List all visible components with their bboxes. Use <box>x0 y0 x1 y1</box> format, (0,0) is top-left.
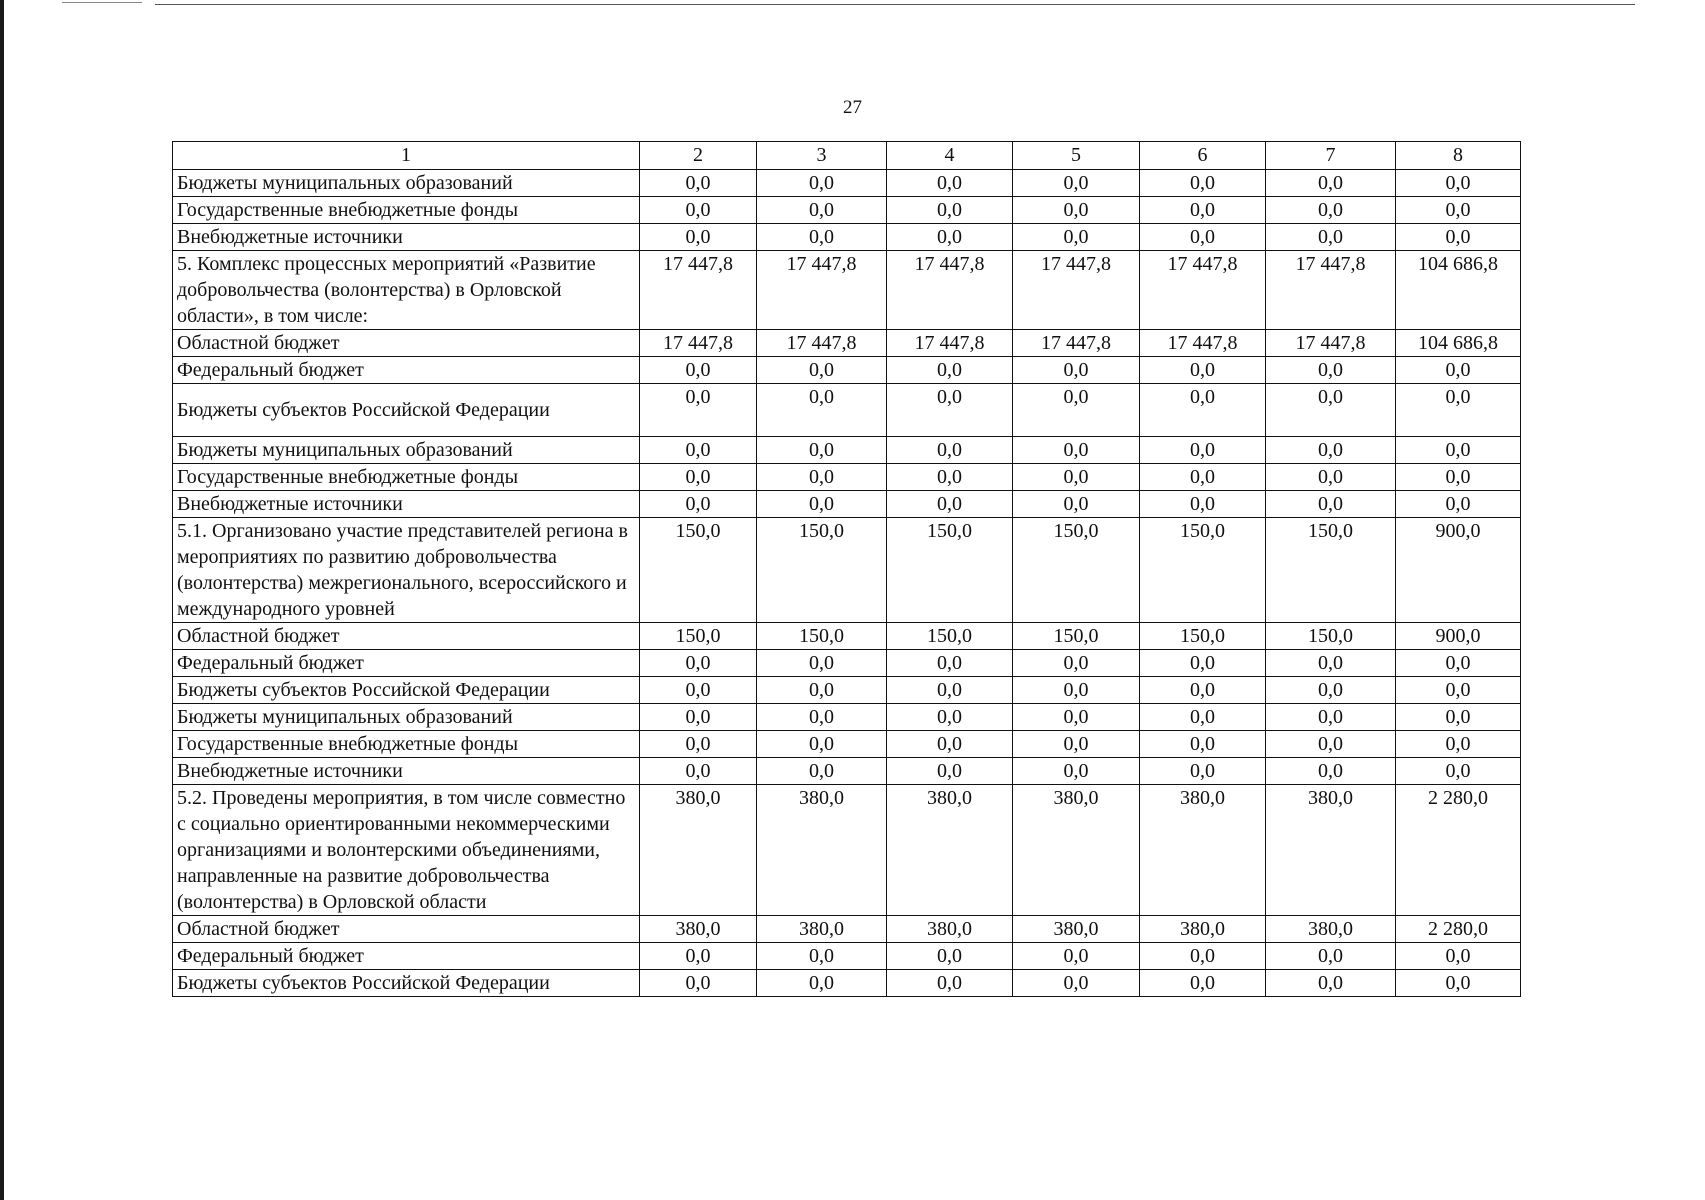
table-row <box>173 704 1521 731</box>
row-value-col-5: 0,0 <box>1013 943 1140 970</box>
table-row <box>173 970 1521 997</box>
row-value-col-2: 150,0 <box>640 518 757 623</box>
row-value-col-8: 0,0 <box>1396 677 1521 704</box>
row-value-col-7: 0,0 <box>1266 491 1396 518</box>
row-value-col-2: 0,0 <box>640 464 757 491</box>
row-label: Федеральный бюджет <box>173 650 640 677</box>
row-value-col-3: 0,0 <box>757 943 887 970</box>
row-value-col-4: 150,0 <box>887 518 1013 623</box>
table-row <box>173 251 1521 330</box>
row-value-col-8: 0,0 <box>1396 491 1521 518</box>
row-value-col-6: 380,0 <box>1140 916 1266 943</box>
row-value-col-6: 0,0 <box>1140 197 1266 224</box>
row-value-col-2: 0,0 <box>640 437 757 464</box>
scan-edge-bar <box>0 0 4 1200</box>
row-value-col-2: 0,0 <box>640 491 757 518</box>
row-value-col-3: 0,0 <box>757 731 887 758</box>
row-label: Государственные внебюджетные фонды <box>173 731 640 758</box>
table-row <box>173 623 1521 650</box>
row-value-col-5: 0,0 <box>1013 731 1140 758</box>
table-row <box>173 384 1521 437</box>
row-value-col-5: 0,0 <box>1013 464 1140 491</box>
row-value-col-6: 17 447,8 <box>1140 330 1266 357</box>
row-label: Областной бюджет <box>173 623 640 650</box>
row-value-col-6: 0,0 <box>1140 704 1266 731</box>
row-value-col-2: 380,0 <box>640 785 757 916</box>
row-value-col-2: 0,0 <box>640 170 757 197</box>
table-row <box>173 943 1521 970</box>
row-value-col-4: 0,0 <box>887 650 1013 677</box>
table-row <box>173 758 1521 785</box>
row-value-col-5: 380,0 <box>1013 916 1140 943</box>
row-value-col-3: 0,0 <box>757 704 887 731</box>
row-value-col-5: 0,0 <box>1013 357 1140 384</box>
row-value-col-3: 17 447,8 <box>757 330 887 357</box>
row-value-col-7: 0,0 <box>1266 224 1396 251</box>
row-value-col-2: 0,0 <box>640 357 757 384</box>
row-value-col-8: 0,0 <box>1396 758 1521 785</box>
row-value-col-7: 0,0 <box>1266 197 1396 224</box>
row-value-col-5: 17 447,8 <box>1013 251 1140 330</box>
table-row <box>173 650 1521 677</box>
row-value-col-5: 0,0 <box>1013 970 1140 997</box>
row-label: Бюджеты муниципальных образований <box>173 170 640 197</box>
row-value-col-7: 380,0 <box>1266 785 1396 916</box>
row-value-col-7: 380,0 <box>1266 916 1396 943</box>
page-number: 27 <box>843 97 862 118</box>
row-label: Внебюджетные источники <box>173 758 640 785</box>
row-value-col-4: 380,0 <box>887 785 1013 916</box>
row-value-col-4: 0,0 <box>887 464 1013 491</box>
row-label: Бюджеты субъектов Российской Федерации <box>173 384 640 437</box>
row-value-col-4: 17 447,8 <box>887 251 1013 330</box>
row-value-col-8: 900,0 <box>1396 623 1521 650</box>
row-value-col-5: 0,0 <box>1013 384 1140 437</box>
row-value-col-5: 0,0 <box>1013 197 1140 224</box>
row-value-col-4: 0,0 <box>887 731 1013 758</box>
row-label: Областной бюджет <box>173 916 640 943</box>
row-value-col-5: 0,0 <box>1013 758 1140 785</box>
row-value-col-7: 17 447,8 <box>1266 330 1396 357</box>
row-value-col-2: 0,0 <box>640 758 757 785</box>
row-label: Федеральный бюджет <box>173 943 640 970</box>
row-value-col-3: 0,0 <box>757 197 887 224</box>
row-value-col-4: 0,0 <box>887 704 1013 731</box>
row-value-col-8: 0,0 <box>1396 437 1521 464</box>
row-value-col-5: 150,0 <box>1013 623 1140 650</box>
row-value-col-4: 0,0 <box>887 224 1013 251</box>
budget-table <box>172 141 1521 997</box>
row-value-col-5: 0,0 <box>1013 437 1140 464</box>
row-value-col-6: 0,0 <box>1140 437 1266 464</box>
row-value-col-6: 150,0 <box>1140 518 1266 623</box>
row-label: Областной бюджет <box>173 330 640 357</box>
row-value-col-3: 0,0 <box>757 650 887 677</box>
row-value-col-6: 150,0 <box>1140 623 1266 650</box>
row-value-col-7: 0,0 <box>1266 758 1396 785</box>
row-value-col-4: 0,0 <box>887 197 1013 224</box>
row-value-col-7: 0,0 <box>1266 650 1396 677</box>
row-value-col-7: 17 447,8 <box>1266 251 1396 330</box>
row-value-col-7: 150,0 <box>1266 518 1396 623</box>
column-header: 3 <box>757 142 887 170</box>
column-header: 2 <box>640 142 757 170</box>
row-label: 5.2. Проведены мероприятия, в том числе совместно с социально ориентированными некоммерческими организациями и волонтерскими объединениями, направленные на развитие добровольчества (волонтерства) в Орловской области <box>173 785 640 916</box>
row-value-col-6: 0,0 <box>1140 170 1266 197</box>
row-value-col-2: 17 447,8 <box>640 330 757 357</box>
column-header: 1 <box>173 142 640 170</box>
row-value-col-3: 0,0 <box>757 224 887 251</box>
row-value-col-2: 0,0 <box>640 224 757 251</box>
row-value-col-4: 0,0 <box>887 437 1013 464</box>
row-value-col-4: 0,0 <box>887 758 1013 785</box>
table-row <box>173 677 1521 704</box>
row-value-col-8: 900,0 <box>1396 518 1521 623</box>
row-value-col-3: 0,0 <box>757 357 887 384</box>
row-value-col-7: 0,0 <box>1266 970 1396 997</box>
row-value-col-3: 150,0 <box>757 623 887 650</box>
scan-top-mark <box>62 2 142 3</box>
table-row <box>173 731 1521 758</box>
row-value-col-3: 380,0 <box>757 916 887 943</box>
table-row <box>173 357 1521 384</box>
row-value-col-7: 0,0 <box>1266 677 1396 704</box>
row-value-col-8: 0,0 <box>1396 357 1521 384</box>
row-value-col-3: 0,0 <box>757 758 887 785</box>
row-value-col-7: 0,0 <box>1266 384 1396 437</box>
row-value-col-6: 380,0 <box>1140 785 1266 916</box>
row-value-col-4: 0,0 <box>887 943 1013 970</box>
row-value-col-5: 380,0 <box>1013 785 1140 916</box>
row-value-col-8: 0,0 <box>1396 943 1521 970</box>
row-value-col-8: 2 280,0 <box>1396 785 1521 916</box>
row-label: Государственные внебюджетные фонды <box>173 464 640 491</box>
row-value-col-4: 0,0 <box>887 491 1013 518</box>
row-value-col-3: 380,0 <box>757 785 887 916</box>
row-value-col-6: 0,0 <box>1140 731 1266 758</box>
table-header-row <box>173 142 1521 170</box>
row-label: 5.1. Организовано участие представителей региона в мероприятиях по развитию добровольчества (волонтерства) межрегионального, всероссийского и международного уровней <box>173 518 640 623</box>
row-value-col-2: 150,0 <box>640 623 757 650</box>
row-value-col-4: 380,0 <box>887 916 1013 943</box>
row-value-col-2: 0,0 <box>640 970 757 997</box>
row-value-col-7: 0,0 <box>1266 464 1396 491</box>
column-header: 4 <box>887 142 1013 170</box>
row-value-col-5: 0,0 <box>1013 491 1140 518</box>
table-row <box>173 170 1521 197</box>
row-label: 5. Комплекс процессных мероприятий «Развитие добровольчества (волонтерства) в Орловской области», в том числе: <box>173 251 640 330</box>
row-value-col-4: 0,0 <box>887 970 1013 997</box>
row-value-col-6: 0,0 <box>1140 491 1266 518</box>
row-value-col-6: 0,0 <box>1140 384 1266 437</box>
table-row <box>173 330 1521 357</box>
row-value-col-2: 0,0 <box>640 650 757 677</box>
row-label: Внебюджетные источники <box>173 491 640 518</box>
row-value-col-4: 0,0 <box>887 357 1013 384</box>
row-label: Государственные внебюджетные фонды <box>173 197 640 224</box>
row-value-col-8: 104 686,8 <box>1396 251 1521 330</box>
row-value-col-7: 0,0 <box>1266 731 1396 758</box>
row-value-col-8: 0,0 <box>1396 384 1521 437</box>
row-value-col-6: 0,0 <box>1140 224 1266 251</box>
row-value-col-3: 150,0 <box>757 518 887 623</box>
row-value-col-5: 0,0 <box>1013 650 1140 677</box>
row-value-col-3: 0,0 <box>757 677 887 704</box>
row-label: Бюджеты муниципальных образований <box>173 704 640 731</box>
row-value-col-5: 150,0 <box>1013 518 1140 623</box>
row-value-col-6: 0,0 <box>1140 943 1266 970</box>
column-header: 7 <box>1266 142 1396 170</box>
row-value-col-8: 0,0 <box>1396 197 1521 224</box>
row-value-col-4: 0,0 <box>887 170 1013 197</box>
row-value-col-6: 17 447,8 <box>1140 251 1266 330</box>
table-row <box>173 785 1521 916</box>
row-value-col-4: 0,0 <box>887 384 1013 437</box>
row-value-col-2: 0,0 <box>640 677 757 704</box>
row-value-col-2: 380,0 <box>640 916 757 943</box>
table-row <box>173 197 1521 224</box>
row-value-col-6: 0,0 <box>1140 677 1266 704</box>
row-value-col-7: 150,0 <box>1266 623 1396 650</box>
row-value-col-2: 0,0 <box>640 197 757 224</box>
row-value-col-7: 0,0 <box>1266 943 1396 970</box>
row-label: Бюджеты субъектов Российской Федерации <box>173 970 640 997</box>
row-value-col-7: 0,0 <box>1266 357 1396 384</box>
table-row <box>173 464 1521 491</box>
row-value-col-3: 0,0 <box>757 384 887 437</box>
row-label: Федеральный бюджет <box>173 357 640 384</box>
row-value-col-8: 0,0 <box>1396 970 1521 997</box>
row-value-col-8: 2 280,0 <box>1396 916 1521 943</box>
row-value-col-5: 17 447,8 <box>1013 330 1140 357</box>
row-value-col-2: 17 447,8 <box>640 251 757 330</box>
column-header: 8 <box>1396 142 1521 170</box>
row-value-col-8: 0,0 <box>1396 731 1521 758</box>
row-value-col-3: 0,0 <box>757 491 887 518</box>
row-label: Внебюджетные источники <box>173 224 640 251</box>
row-value-col-4: 0,0 <box>887 677 1013 704</box>
table-row <box>173 491 1521 518</box>
row-value-col-3: 0,0 <box>757 437 887 464</box>
row-value-col-5: 0,0 <box>1013 704 1140 731</box>
row-value-col-2: 0,0 <box>640 384 757 437</box>
table-row <box>173 916 1521 943</box>
row-value-col-7: 0,0 <box>1266 704 1396 731</box>
row-value-col-8: 0,0 <box>1396 704 1521 731</box>
row-value-col-3: 0,0 <box>757 464 887 491</box>
row-value-col-6: 0,0 <box>1140 357 1266 384</box>
row-value-col-8: 0,0 <box>1396 224 1521 251</box>
row-value-col-8: 0,0 <box>1396 650 1521 677</box>
row-label: Бюджеты субъектов Российской Федерации <box>173 677 640 704</box>
scan-top-rule <box>155 4 1635 5</box>
row-value-col-5: 0,0 <box>1013 170 1140 197</box>
column-header: 5 <box>1013 142 1140 170</box>
row-value-col-6: 0,0 <box>1140 758 1266 785</box>
row-value-col-3: 0,0 <box>757 170 887 197</box>
row-value-col-2: 0,0 <box>640 943 757 970</box>
row-value-col-3: 17 447,8 <box>757 251 887 330</box>
row-value-col-8: 0,0 <box>1396 464 1521 491</box>
row-value-col-6: 0,0 <box>1140 650 1266 677</box>
row-value-col-8: 104 686,8 <box>1396 330 1521 357</box>
row-value-col-4: 17 447,8 <box>887 330 1013 357</box>
row-value-col-7: 0,0 <box>1266 437 1396 464</box>
row-label: Бюджеты муниципальных образований <box>173 437 640 464</box>
column-header: 6 <box>1140 142 1266 170</box>
row-value-col-8: 0,0 <box>1396 170 1521 197</box>
row-value-col-4: 150,0 <box>887 623 1013 650</box>
row-value-col-5: 0,0 <box>1013 677 1140 704</box>
row-value-col-5: 0,0 <box>1013 224 1140 251</box>
table-row <box>173 437 1521 464</box>
table-row <box>173 224 1521 251</box>
table-body <box>173 170 1521 997</box>
table-row <box>173 518 1521 623</box>
row-value-col-2: 0,0 <box>640 731 757 758</box>
row-value-col-3: 0,0 <box>757 970 887 997</box>
row-value-col-6: 0,0 <box>1140 464 1266 491</box>
row-value-col-7: 0,0 <box>1266 170 1396 197</box>
row-value-col-6: 0,0 <box>1140 970 1266 997</box>
row-value-col-2: 0,0 <box>640 704 757 731</box>
